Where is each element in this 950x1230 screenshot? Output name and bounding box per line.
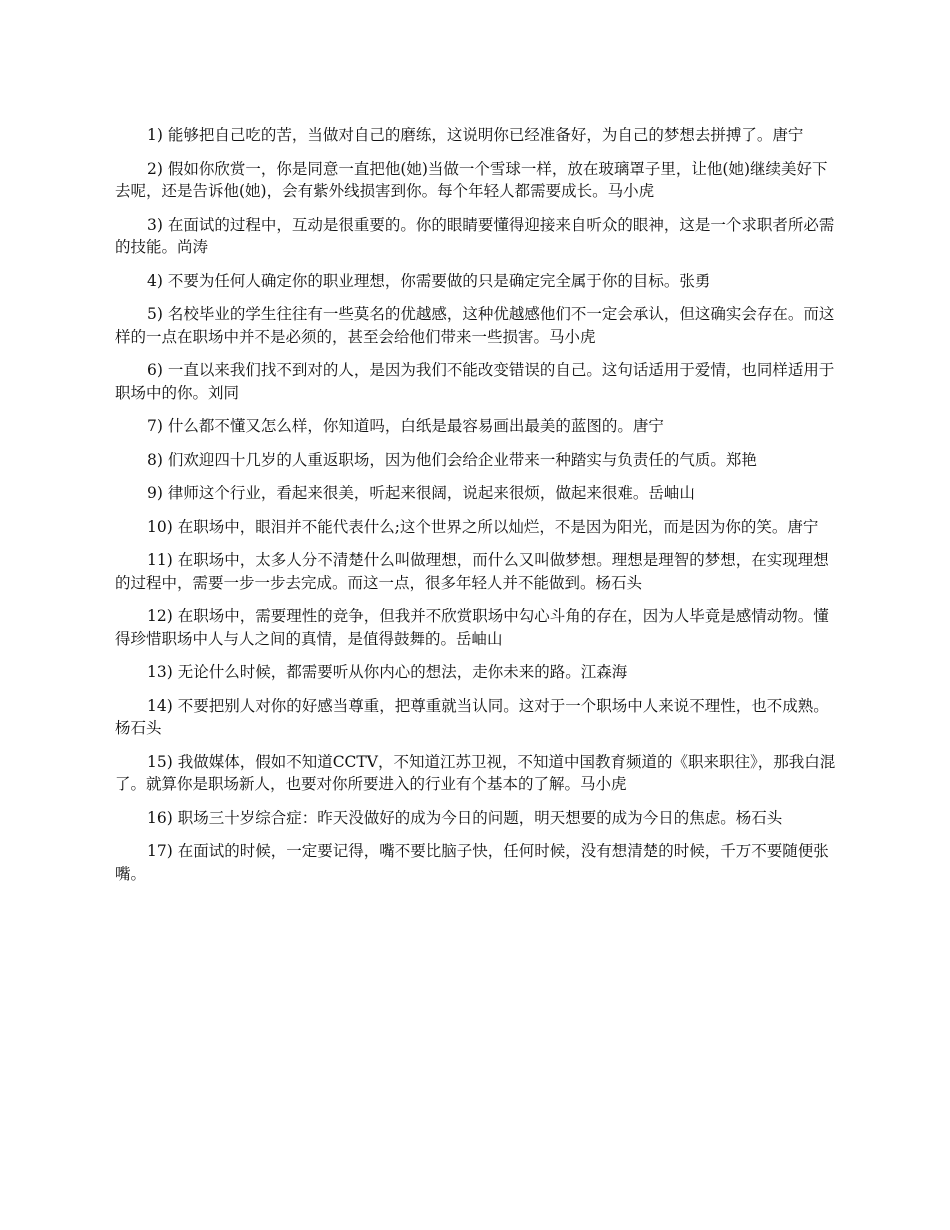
paragraph-11: 11) 在职场中，太多人分不清楚什么叫做理想，而什么又叫做梦想。理想是理智的梦想，在实现理想的过程中，需要一步一步去完成。而这一点，很多年轻人并不能做到。杨石头	[115, 551, 829, 592]
paragraph-6: 6) 一直以来我们找不到对的人，是因为我们不能改变错误的自己。这句话适用于爱情，也同样适用于职场中的你。刘同	[115, 361, 835, 402]
paragraph-12: 12) 在职场中，需要理性的竞争，但我并不欣赏职场中勾心斗角的存在，因为人毕竟是感情动物。懂得珍惜职场中人与人之间的真情，是值得鼓舞的。岳岫山	[115, 607, 829, 648]
paragraph-3: 3) 在面试的过程中，互动是很重要的。你的眼睛要懂得迎接来自听众的眼神，这是一个求职者所必需的技能。尚涛	[115, 215, 835, 256]
paragraph-2: 2) 假如你欣赏一，你是同意一直把他(她)当做一个雪球一样，放在玻璃罩子里，让他(她)继续美好下去呢，还是告诉他(她)，会有紫外线损害到你。每个年轻人都需要成长。马小虎	[115, 159, 828, 200]
paragraph-7: 7) 什么都不懂又怎么样，你知道吗，白纸是最容易画出最美的蓝图的。唐宁	[147, 417, 664, 435]
paragraph-15: 15) 我做媒体，假如不知道CCTV，不知道江苏卫视，不知道中国教育频道的《职来职往》，那我白混了。就算你是职场新人，也要对你所要进入的行业有个基本的了解。马小虎	[115, 752, 836, 793]
paragraph-8: 8) 们欢迎四十几岁的人重返职场，因为他们会给企业带来一种踏实与负责任的气质。郑艳	[147, 450, 757, 469]
paragraph-17: 17) 在面试的时候，一定要记得，嘴不要比脑子快，任何时候，没有想清楚的时候，千万不要随便张嘴。	[115, 842, 829, 883]
paragraph-16: 16) 职场三十岁综合症：昨天没做好的成为今日的问题，明天想要的成为今日的焦虑。杨石头	[147, 808, 783, 827]
paragraph-1: 1) 能够把自己吃的苦，当做对自己的磨练，这说明你已经准备好，为自己的梦想去拼搏了。唐宁	[147, 126, 804, 144]
paragraph-9: 9) 律师这个行业，看起来很美，听起来很阔，说起来很烦，做起来很难。岳岫山	[147, 484, 695, 502]
paragraph-13: 13) 无论什么时候，都需要听从你内心的想法，走你未来的路。江森海	[147, 663, 628, 681]
paragraph-14: 14) 不要把别人对你的好感当尊重，把尊重就当认同。这对于一个职场中人来说不理性，也不成熟。杨石头	[115, 696, 829, 737]
paragraph-4: 4) 不要为任何人确定你的职业理想，你需要做的只是确定完全属于你的目标。张勇	[147, 271, 711, 290]
document-page	[115, 124, 840, 896]
paragraph-10: 10) 在职场中，眼泪并不能代表什么;这个世界之所以灿烂，不是因为阳光，而是因为你的笑。唐宁	[147, 517, 819, 536]
paragraph-5: 5) 名校毕业的学生往往有一些莫名的优越感，这种优越感他们不一定会承认，但这确实会存在。而这样的一点在职场中并不是必须的，甚至会给他们带来一些损害。马小虎	[115, 305, 835, 346]
